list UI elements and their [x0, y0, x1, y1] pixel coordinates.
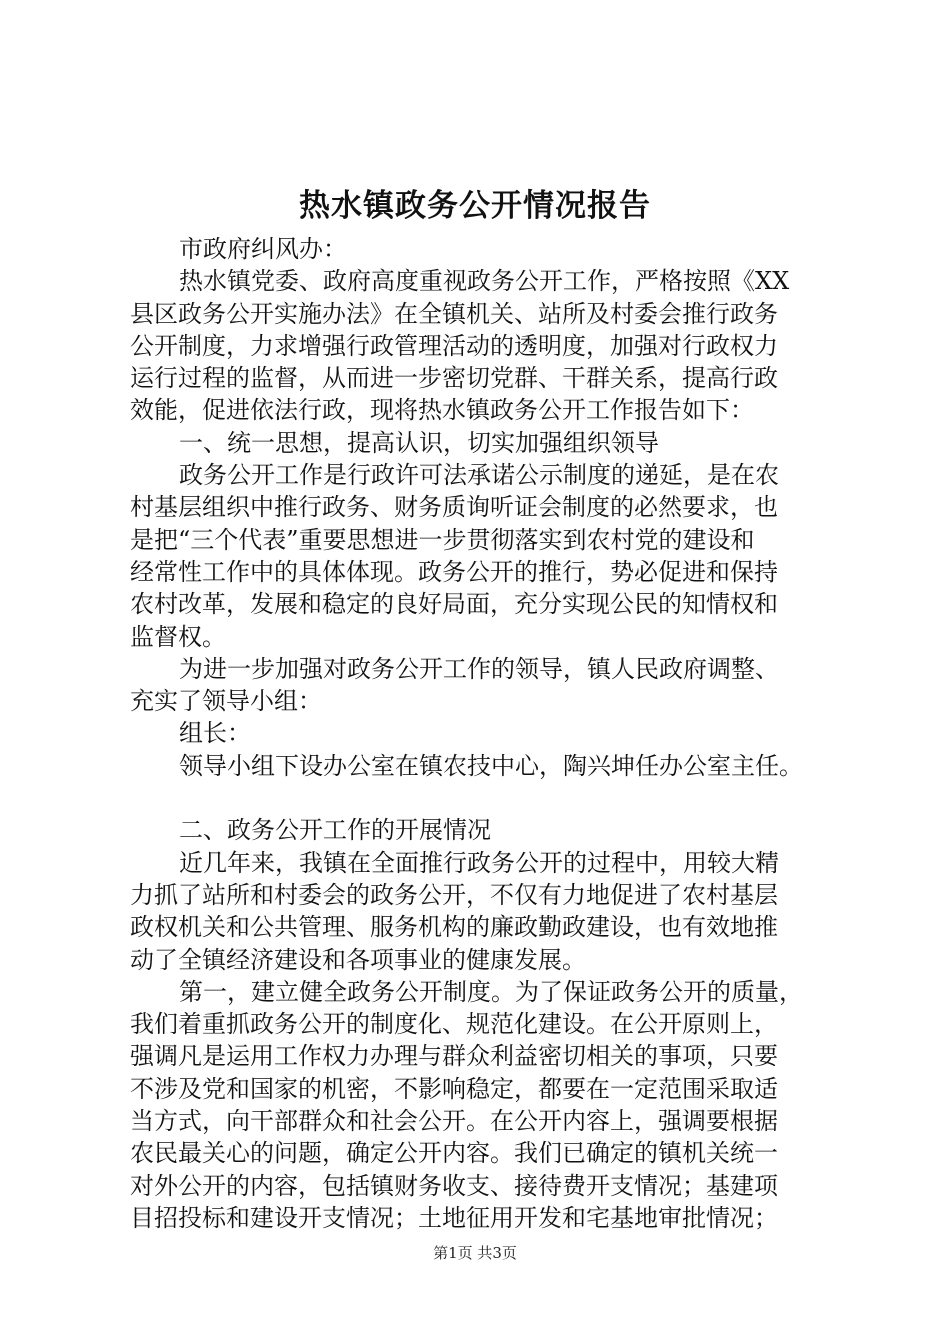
- paragraph-line: 运行过程的监督，从而进一步密切党群、干群关系，提高行政: [130, 364, 778, 393]
- document-title: 热水镇政务公开情况报告: [299, 188, 651, 224]
- paragraph-line: 村基层组织中推行政务、财务质询听证会制度的必然要求，也: [130, 493, 778, 522]
- paragraph-line: 我们着重抓政务公开的制度化、规范化建设。在公开原则上，: [130, 1010, 778, 1039]
- page-footer: 第1页 共3页: [433, 1244, 517, 1262]
- paragraph-line: 是把“三个代表”重要思想进一步贯彻落实到农村党的建设和: [130, 525, 755, 554]
- paragraph-line: 对外公开的内容，包括镇财务收支、接待费开支情况；基建项: [130, 1171, 778, 1200]
- paragraph-line: 充实了领导小组：: [130, 687, 322, 716]
- paragraph-line: 动了全镇经济建设和各项事业的健康发展。: [130, 945, 586, 974]
- section-heading-2: 二、政务公开工作的开展情况: [179, 816, 491, 845]
- paragraph-line: 不涉及党和国家的机密，不影响稳定，都要在一定范围采取适: [130, 1074, 778, 1103]
- paragraph-line: 领导小组下设办公室在镇农技中心，陶兴坤任办公室主任。: [179, 751, 803, 780]
- paragraph-line: 当方式，向干部群众和社会公开。在公开内容上，强调要根据: [130, 1107, 778, 1136]
- paragraph-line: 政务公开工作是行政许可法承诺公示制度的递延，是在农: [179, 461, 779, 490]
- paragraph-line: 力抓了站所和村委会的政务公开，不仅有力地促进了农村基层: [130, 880, 778, 909]
- paragraph-line: 第一，建立健全政务公开制度。为了保证政务公开的质量，: [179, 977, 803, 1006]
- paragraph-line: 为进一步加强对政务公开工作的领导，镇人民政府调整、: [179, 654, 779, 683]
- paragraph-line: 监督权。: [130, 622, 226, 651]
- section-heading-1: 一、统一思想，提高认识，切实加强组织领导: [179, 428, 659, 457]
- blank-line: [130, 782, 830, 814]
- salutation-line: 市政府纠风办：: [179, 235, 347, 263]
- paragraph-line: 热水镇党委、政府高度重视政务公开工作，严格按照《XX: [179, 267, 790, 296]
- paragraph-line: 近几年来，我镇在全面推行政务公开的过程中，用较大精: [179, 848, 779, 877]
- paragraph-line: 政权机关和公共管理、服务机构的廉政勤政建设，也有效地推: [130, 913, 778, 942]
- paragraph-line: 农村改革，发展和稳定的良好局面，充分实现公民的知情权和: [130, 590, 778, 619]
- paragraph-line: 强调凡是运用工作权力办理与群众利益密切相关的事项，只要: [130, 1042, 778, 1071]
- group-leader-line: 组长：: [179, 719, 251, 748]
- paragraph-line: 目招投标和建设开支情况；土地征用开发和宅基地审批情况；: [130, 1203, 778, 1232]
- paragraph-line: 公开制度，力求增强行政管理活动的透明度，加强对行政权力: [130, 331, 778, 360]
- paragraph-line: 农民最关心的问题，确定公开内容。我们已确定的镇机关统一: [130, 1139, 778, 1168]
- paragraph-line: 经常性工作中的具体体现。政务公开的推行，势必促进和保持: [130, 557, 778, 586]
- paragraph-line: 县区政务公开实施办法》在全镇机关、站所及村委会推行政务: [130, 299, 778, 328]
- paragraph-line: 效能，促进依法行政，现将热水镇政务公开工作报告如下：: [130, 396, 754, 425]
- document-body: [130, 233, 830, 1234]
